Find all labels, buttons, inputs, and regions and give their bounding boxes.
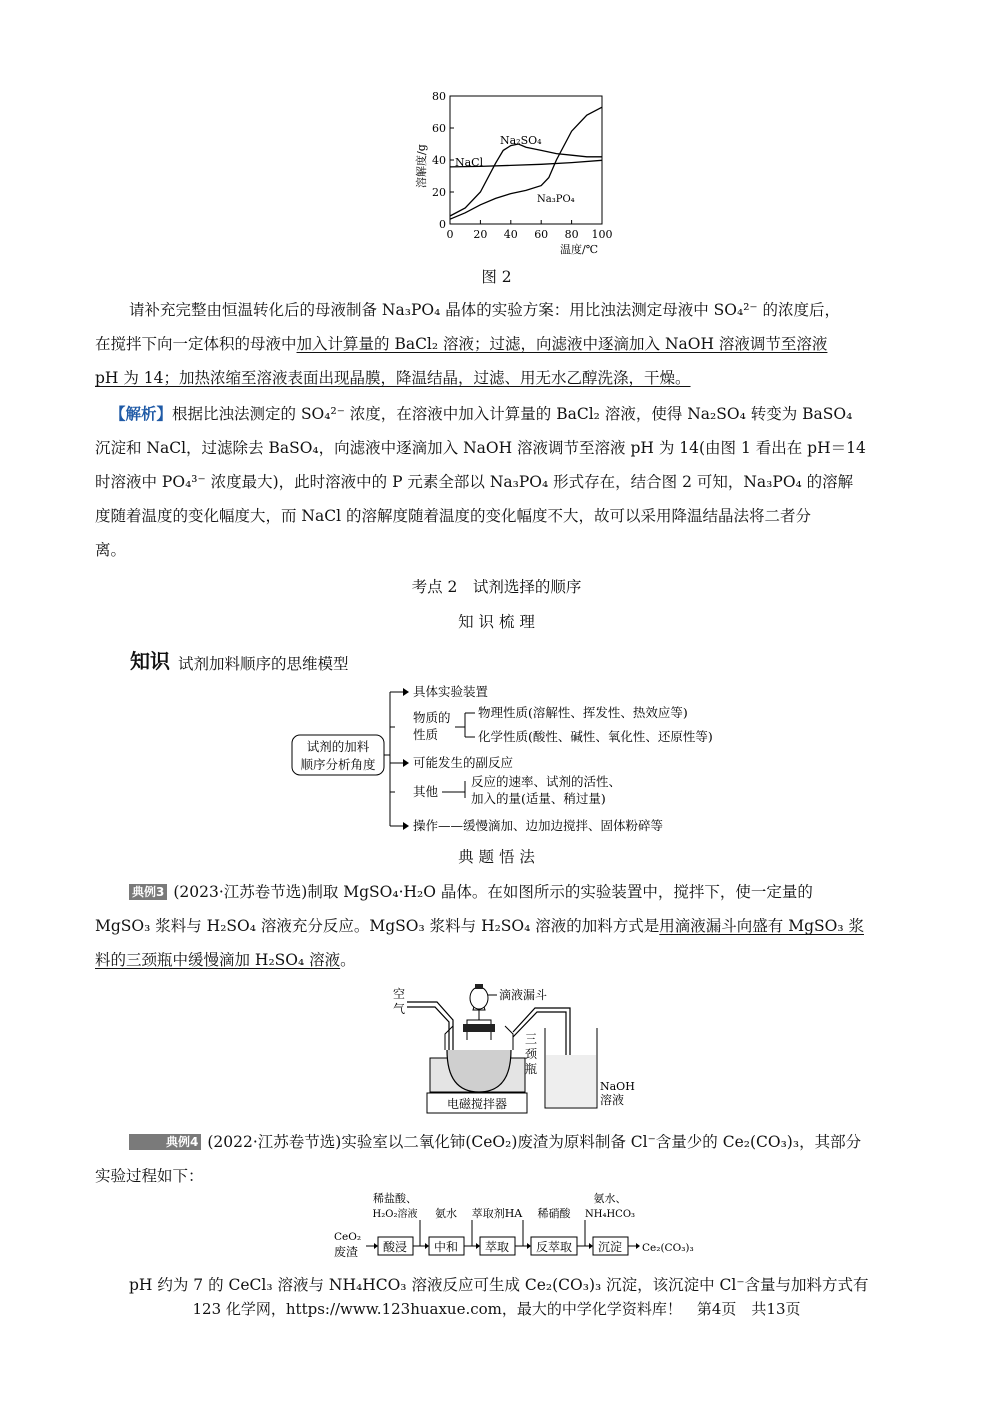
ex3-tag: 典例3	[129, 884, 167, 900]
answer-underline-2: pH 为 14；加热浓缩至溶液表面出现晶膜，降温结晶，过滤、用无水乙醇洗涤，干燥。	[95, 369, 691, 387]
x-tick-label: 0	[446, 228, 454, 241]
apparatus-naoh-2: 溶液	[600, 1093, 625, 1107]
ex4-text-1: (2022·江苏卷节选)实验室以二氧化铈(CeO₂)废渣为原料制备 Cl⁻含量少的 Ce₂(CO₃)₃，其部分	[207, 1133, 862, 1151]
y-tick-label: 0	[439, 218, 446, 231]
label-na3po4: Na₃PO₄	[537, 194, 575, 205]
y-tick-label: 60	[432, 122, 446, 135]
flow-reagent-1a: 稀盐酸、	[373, 1192, 417, 1205]
x-axis-label: 温度/℃	[560, 243, 599, 256]
ex3-text-1: (2023·江苏卷节选)制取 MgSO₄·H₂O 晶体。在如图所示的实验装置中，搅拌下，使一定量的	[173, 883, 813, 901]
section-sub-knowledge: 知 识 梳 理	[458, 613, 535, 631]
mindmap-branch-property-2: 性质	[413, 727, 439, 742]
x-tick-label: 20	[473, 228, 488, 241]
x-tick-label: 100	[591, 228, 613, 241]
process-flow	[330, 1190, 710, 1265]
flow-start-1: CeO₂	[334, 1231, 362, 1243]
analysis-line-2: 沉淀和 NaCl，过滤除去 BaSO₄，向滤液中逐滴加入 NaOH 溶液调节至溶液 pH 为 14(由图 1 看出在 pH＝14	[95, 439, 866, 457]
solubility-chart	[405, 88, 620, 268]
y-tick-label: 80	[432, 90, 446, 103]
flow-reagent-5b: NH₄HCO₃	[584, 1209, 636, 1220]
apparatus-flask-label-2: 颈	[525, 1047, 538, 1061]
ex3-text-2: MgSO₃ 浆料与 H₂SO₄ 溶液充分反应。MgSO₃ 浆料与 H₂SO₄ 溶液的加料方式是	[95, 917, 660, 935]
ex3-answer-2: 料的三颈瓶中缓慢滴加 H₂SO₄ 溶液	[95, 951, 341, 969]
ex3-line-1	[95, 875, 900, 909]
apparatus-funnel-label: 滴液漏斗	[499, 988, 548, 1002]
flow-reagent-2: 氨水	[435, 1207, 457, 1220]
analysis-text-1: 根据比浊法测定的 SO₄²⁻ 浓度，在溶液中加入计算量的 BaCl₂ 溶液，使得 Na₂SO₄ 转变为 BaSO₄	[172, 405, 853, 423]
mind-map	[285, 678, 755, 843]
y-tick-label: 40	[432, 154, 446, 167]
y-axis-label: 溶解度/g	[415, 144, 428, 188]
analysis-line-4: 度随着温度的变化幅度大，而 NaCl 的溶解度随着温度的变化幅度不大，故可以采用降温结晶法将二者分	[95, 507, 811, 525]
question-line-2	[95, 327, 900, 361]
flow-reagent-5a: 氨水、	[593, 1192, 627, 1205]
air-label-2: 气	[393, 1002, 406, 1016]
analysis-tag: 【解析】	[110, 404, 173, 423]
apparatus-diagram	[385, 980, 650, 1120]
analysis-line-3: 时溶液中 PO₄³⁻ 浓度最大)，此时溶液中的 P 元素全部以 Na₃PO₄ 形式存在，结合图 2 可知，Na₃PO₄ 的溶解	[95, 473, 854, 491]
mindmap-root-line2: 顺序分析角度	[300, 757, 376, 772]
flow-reagent-1b: H₂O₂溶液	[372, 1209, 418, 1220]
flow-step-precipitate: 沉淀	[597, 1240, 623, 1254]
flow-reagent-4: 稀硝酸	[537, 1207, 571, 1220]
flow-end: Ce₂(CO₃)₃	[642, 1242, 694, 1254]
flow-step-extract: 萃取	[484, 1240, 510, 1254]
figure-caption: 图 2	[481, 268, 512, 286]
knowledge-title: 试剂加料顺序的思维模型	[178, 655, 349, 673]
question-line-1: 请补充完整由恒温转化后的母液制备 Na₃PO₄ 晶体的实验方案：用比浊法测定母液中 SO₄²⁻ 的浓度后，	[129, 301, 841, 319]
label-na2so4: Na₂SO₄	[500, 134, 542, 147]
flow-step-neutralize: 中和	[433, 1240, 459, 1254]
ex4-line-1	[95, 1125, 900, 1159]
mindmap-physical: 物理性质(溶解性、挥发性、热效应等)	[478, 705, 688, 720]
section-title: 考点 2 试剂选择的顺序	[411, 578, 582, 596]
mindmap-other-1: 反应的速率、试剂的活性、	[471, 774, 622, 789]
apparatus-stirrer-label: 电磁搅拌器	[446, 1097, 508, 1111]
analysis-line-5: 离。	[95, 541, 127, 559]
apparatus-flask-label-3: 瓶	[525, 1062, 538, 1076]
mindmap-root-line1: 试剂的加料	[306, 739, 370, 754]
analysis-line-1	[95, 397, 900, 431]
mindmap-branch-other: 其他	[413, 784, 439, 799]
mindmap-other-2: 加入的量(适量、稍过量)	[471, 791, 606, 806]
flow-step-acid-leach: 酸浸	[382, 1240, 408, 1254]
x-tick-label: 80	[564, 228, 579, 241]
ex3-line-3	[95, 943, 900, 977]
x-ticks	[447, 220, 613, 241]
ex3-answer-1: 用滴液漏斗向盛有 MgSO₃ 浆	[659, 917, 864, 935]
mindmap-chemical: 化学性质(酸性、碱性、氧化性、还原性等)	[478, 729, 713, 744]
ex4-tag: 典例4	[129, 1134, 201, 1150]
section-sub-examples: 典 题 悟 法	[458, 848, 535, 866]
page-footer: 123 化学网，https://www.123huaxue.com，最大的中学化学资料库！ 第4页 共13页	[192, 1300, 801, 1318]
air-label-1: 空	[393, 987, 406, 1001]
question-line-2-text: 在搅拌下向一定体积的母液中	[95, 335, 297, 353]
y-ticks	[432, 90, 454, 231]
mindmap-branch-operation: 操作——缓慢滴加、边加边搅拌、固体粉碎等	[413, 818, 664, 833]
ex3-line-2	[95, 909, 900, 943]
mindmap-branch-device: 具体实验装置	[413, 684, 489, 699]
ex3-text-3: 。	[340, 951, 356, 969]
x-tick-label: 40	[503, 228, 518, 241]
knowledge-badge: 知识	[130, 649, 170, 673]
ex4-line-2: 实验过程如下：	[95, 1167, 204, 1185]
answer-underline-1: 加入计算量的 BaCl₂ 溶液；过滤，向滤液中逐滴加入 NaOH 溶液调节至溶液	[296, 335, 828, 353]
flow-start-2: 废渣	[334, 1245, 359, 1259]
label-nacl: NaCl	[455, 156, 484, 169]
apparatus-naoh-1: NaOH	[600, 1080, 635, 1093]
flow-reagent-3: 萃取剂HA	[471, 1207, 523, 1220]
y-tick-label: 20	[432, 186, 446, 199]
question-line-3	[95, 361, 900, 395]
flow-step-back-extract: 反萃取	[535, 1240, 573, 1254]
last-line: pH 约为 7 的 CeCl₃ 溶液与 NH₄HCO₃ 溶液反应可生成 Ce₂(CO₃)₃ 沉淀，该沉淀中 Cl⁻含量与加料方式有	[129, 1276, 869, 1294]
series-na2so4-line	[450, 144, 602, 216]
mindmap-branch-property-1: 物质的	[413, 710, 451, 725]
mindmap-branch-side-reaction: 可能发生的副反应	[413, 755, 514, 770]
x-tick-label: 60	[534, 228, 549, 241]
apparatus-flask-label-1: 三	[525, 1032, 538, 1046]
